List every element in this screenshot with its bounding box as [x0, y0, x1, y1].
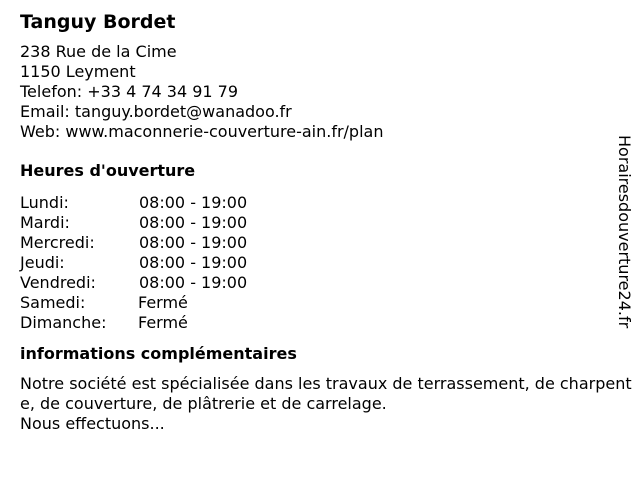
business-name: Tanguy Bordet: [20, 11, 176, 33]
info-description: Notre société est spécialisée dans les travaux de terrassement, de charpente, de couverture, de plâtrerie et de carrelage.: [20, 374, 632, 413]
hours-row-sunday: [20, 313, 632, 333]
business-card: [20, 10, 632, 434]
address-line-2: 1150 Leyment: [20, 62, 136, 81]
time-value: 08:00 - 19:00: [139, 213, 248, 232]
time-value: 08:00 - 19:00: [139, 273, 248, 292]
hours-table: [20, 193, 632, 333]
time-value: 08:00 - 19:00: [139, 233, 248, 252]
time-value: Fermé: [138, 293, 188, 312]
time-value: Fermé: [138, 313, 188, 332]
side-brand-watermark: Horairesdouverture24.fr: [615, 135, 634, 329]
phone-line: Telefon: +33 4 74 34 91 79: [20, 82, 239, 101]
email-line: Email: tanguy.bordet@wanadoo.fr: [20, 102, 292, 121]
day-label: Jeudi:: [20, 253, 65, 272]
hours-row-monday: [20, 193, 632, 213]
web-line: Web: www.maconnerie-couverture-ain.fr/plan: [20, 122, 384, 141]
hours-heading: Heures d'ouverture: [20, 161, 196, 180]
day-label: Mardi:: [20, 213, 70, 232]
hours-row-tuesday: [20, 213, 632, 233]
time-value: 08:00 - 19:00: [139, 193, 248, 212]
time-value: 08:00 - 19:00: [139, 253, 248, 272]
day-label: Vendredi:: [20, 273, 96, 292]
day-label: Mercredi:: [20, 233, 95, 252]
hours-row-saturday: [20, 293, 632, 313]
hours-row-thursday: [20, 253, 632, 273]
hours-row-friday: [20, 273, 632, 293]
info-more: Nous effectuons...: [20, 414, 165, 433]
day-label: Lundi:: [20, 193, 69, 212]
address-line-1: 238 Rue de la Cime: [20, 42, 177, 61]
hours-row-wednesday: [20, 233, 632, 253]
day-label: Samedi:: [20, 293, 86, 312]
day-label: Dimanche:: [20, 313, 107, 332]
info-heading: informations complémentaires: [20, 344, 297, 363]
